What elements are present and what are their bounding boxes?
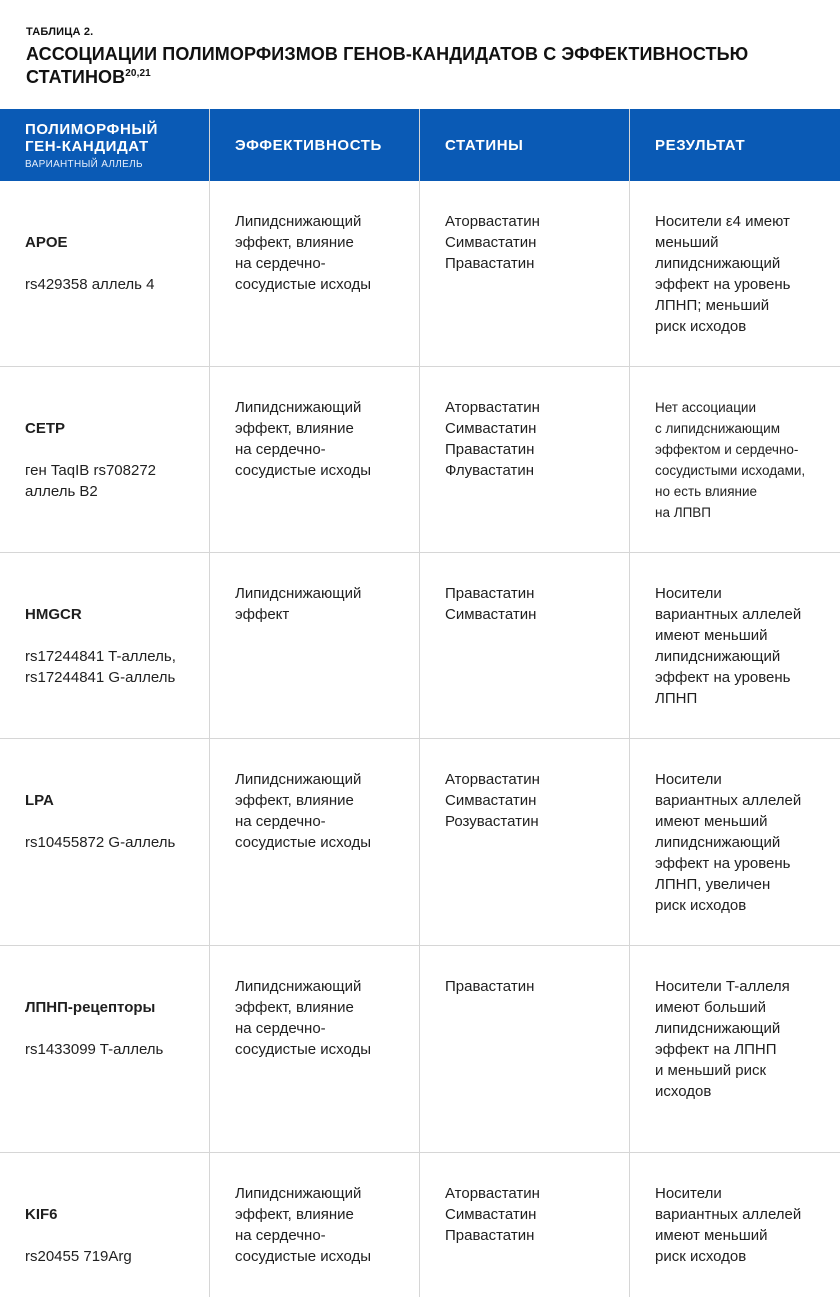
result-cell: Нет ассоциации с липидснижающим эффектом и сердечно- сосудистыми исходами, но есть влияние на ЛПВП [655, 400, 806, 520]
gene-name: CETP [25, 420, 66, 437]
gene-cell [25, 976, 163, 1081]
table-title-refs: 20,21 [125, 68, 151, 79]
gene-cell [25, 769, 175, 874]
table-caption [26, 26, 816, 89]
header-gene [0, 109, 210, 181]
table-row [0, 367, 840, 552]
gene-name: ЛПНП-рецепторы [25, 999, 156, 1016]
table-row [0, 181, 840, 366]
efficacy-cell: Липидснижающий эффект, влияние на сердечно- сосудистые исходы [235, 213, 372, 293]
statins-cell: Аторвастатин Симвастатин Правастатин [445, 1185, 540, 1244]
efficacy-cell: Липидснижающий эффект, влияние на сердечно- сосудистые исходы [235, 399, 372, 479]
efficacy-cell: Липидснижающий эффект, влияние на сердечно- сосудистые исходы [235, 1185, 372, 1265]
gene-name: HMGCR [25, 606, 82, 623]
statins-cell: Правастатин [445, 978, 535, 995]
statins-cell: Аторвастатин Симвастатин Правастатин [445, 213, 540, 272]
gene-name: KIF6 [25, 1206, 58, 1223]
statins-cell: Правастатин Симвастатин [445, 585, 537, 623]
table-title-text: АССОЦИАЦИИ ПОЛИМОРФИЗМОВ ГЕНОВ-КАНДИДАТОВ С ЭФФЕКТИВНОСТЬЮ СТАТИНОВ [26, 44, 749, 87]
gene-allele: rs20455 719Arg [25, 1248, 132, 1265]
result-cell: Носители T-аллеля имеют больший липидснижающий эффект на ЛПНП и меньший риск исходов [655, 978, 790, 1100]
header-gene-label: ПОЛИМОРФНЫЙ ГЕН-КАНДИДАТ [25, 120, 159, 155]
header-efficacy: ЭФФЕКТИВНОСТЬ [235, 136, 382, 154]
gene-cell [25, 1183, 132, 1288]
statins-cell: Аторвастатин Симвастатин Розувастатин [445, 771, 540, 830]
efficacy-cell: Липидснижающий эффект, влияние на сердечно- сосудистые исходы [235, 771, 372, 851]
table-header [0, 109, 840, 181]
header-statins: СТАТИНЫ [445, 136, 524, 154]
table-row [0, 1153, 840, 1297]
gene-allele: ген TaqIB rs708272 аллель B2 [25, 462, 157, 500]
result-cell: Носители вариантных аллелей имеют меньший липидснижающий эффект на уровень ЛПНП, увеличен риск исходов [655, 771, 802, 914]
gene-name: LPA [25, 792, 54, 809]
gene-cell [25, 397, 156, 523]
gene-allele: rs1433099 T-аллель [25, 1041, 164, 1058]
table-label: ТАБЛИЦА 2. [26, 26, 94, 38]
statins-cell: Аторвастатин Симвастатин Правастатин Флувастатин [445, 399, 540, 479]
table-row [0, 553, 840, 738]
gene-name: APOE [25, 234, 68, 251]
table-row [0, 946, 840, 1152]
gene-cell [25, 583, 176, 709]
gene-allele: rs17244841 T-аллель, rs17244841 G-аллель [25, 648, 176, 686]
result-cell: Носители ε4 имеют меньший липидснижающий эффект на уровень ЛПНП; меньший риск исходов [655, 213, 791, 335]
header-gene-sublabel: ВАРИАНТНЫЙ АЛЛЕЛЬ [25, 158, 143, 170]
result-cell: Носители вариантных аллелей имеют меньший липидснижающий эффект на уровень ЛПНП [655, 585, 802, 707]
table-row [0, 739, 840, 945]
gene-allele: rs429358 аллель 4 [25, 276, 155, 293]
header-result: РЕЗУЛЬТАТ [655, 136, 746, 154]
efficacy-cell: Липидснижающий эффект [235, 585, 362, 623]
gene-allele: rs10455872 G-аллель [25, 834, 176, 851]
result-cell: Носители вариантных аллелей имеют меньший риск исходов [655, 1185, 802, 1265]
statins-table [0, 109, 840, 1297]
table-title [26, 43, 816, 89]
efficacy-cell: Липидснижающий эффект, влияние на сердечно- сосудистые исходы [235, 978, 372, 1058]
gene-cell [25, 211, 155, 316]
